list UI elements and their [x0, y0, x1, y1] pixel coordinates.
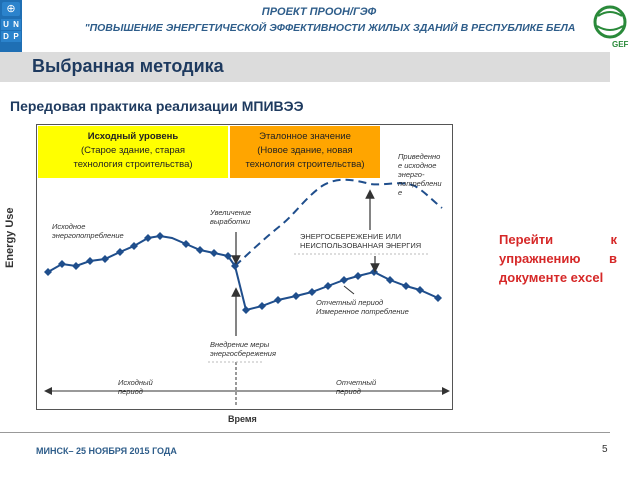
baseline-consumption-label — [52, 222, 124, 240]
baseline-box-line2: (Старое здание, старая — [80, 145, 186, 156]
measure-introduction-line2: энергосбережения — [210, 349, 276, 358]
adjusted-label-line5: е — [398, 188, 403, 197]
reporting-measured-line2: Измеренное потребление — [316, 307, 409, 316]
adjusted-baseline-label — [398, 152, 450, 197]
baseline-box-title: Исходный уровень — [87, 131, 179, 142]
savings-line2: НЕИСПОЛЬЗОВАННАЯ ЭНЕРГИЯ — [300, 241, 422, 250]
measure-introduction-line1: Внедрение меры — [210, 340, 270, 349]
baseline-period-line1: Исходный — [118, 378, 153, 387]
reference-box-line2: (Новое здание, новая — [257, 145, 353, 156]
reporting-period-label — [336, 378, 376, 396]
project-title: ПРОЕКТ ПРООН/ГЭФ — [261, 6, 377, 18]
gef-label: GEF — [612, 40, 629, 49]
savings-line1: ЭНЕРГОСБЕРЕЖЕНИЕ ИЛИ — [300, 232, 402, 241]
excel-exercise-link[interactable]: Перейти к упражнению в документе excel — [499, 232, 617, 285]
measure-introduction-label — [210, 340, 276, 358]
adjusted-label-line3: энерго- — [398, 170, 425, 179]
baseline-consumption-line2: энергопотребление — [52, 231, 124, 240]
adjusted-label-line2: е исходное — [398, 161, 437, 170]
savings-label — [300, 232, 421, 250]
production-increase-line1: Увеличение — [210, 208, 252, 217]
y-axis-label: Energy Use — [4, 207, 16, 268]
reporting-pointer — [344, 286, 354, 294]
baseline-consumption-line1: Исходное — [52, 222, 86, 231]
baseline-box-line3: технология строительства) — [73, 159, 193, 170]
adjusted-label-line1: Приведенно — [398, 152, 441, 161]
undp-letter-u: U — [1, 19, 11, 30]
x-axis-label: Время — [228, 414, 257, 424]
reporting-measured-line1: Отчетный период — [316, 298, 384, 307]
baseline-period-line2: период — [118, 387, 143, 396]
reporting-measured-label — [316, 298, 409, 316]
page-number: 5 — [602, 444, 608, 455]
footer-divider — [0, 432, 610, 433]
production-increase-line2: выработки — [210, 217, 251, 226]
slide-subtitle: Передовая практика реализации МПИВЭЭ — [10, 98, 304, 114]
baseline-period-label — [118, 378, 153, 396]
adjusted-label-line4: потреблени — [398, 179, 442, 188]
undp-letter-n: N — [11, 19, 21, 30]
production-increase-label — [210, 208, 251, 226]
project-subtitle: "ПОВЫШЕНИЕ ЭНЕРГЕТИЧЕСКОЙ ЭФФЕКТИВНОСТИ ЖИЛЫХ ЗДАНИЙ В РЕСПУБЛИКЕ БЕЛА — [84, 22, 576, 34]
slide-title: Выбранная методика — [32, 56, 224, 76]
reporting-period-line2: период — [336, 387, 361, 396]
reporting-period-line1: Отчетный — [336, 378, 377, 387]
footer-text: МИНСК– 25 НОЯБРЯ 2015 ГОДА — [36, 446, 177, 456]
reference-box-line3: технология строительства) — [245, 159, 365, 170]
undp-letter-p: P — [11, 31, 21, 42]
un-emblem-icon: ⊕ — [2, 2, 20, 16]
reference-box-title: Эталонное значение — [259, 131, 351, 142]
undp-letter-d: D — [1, 31, 11, 42]
